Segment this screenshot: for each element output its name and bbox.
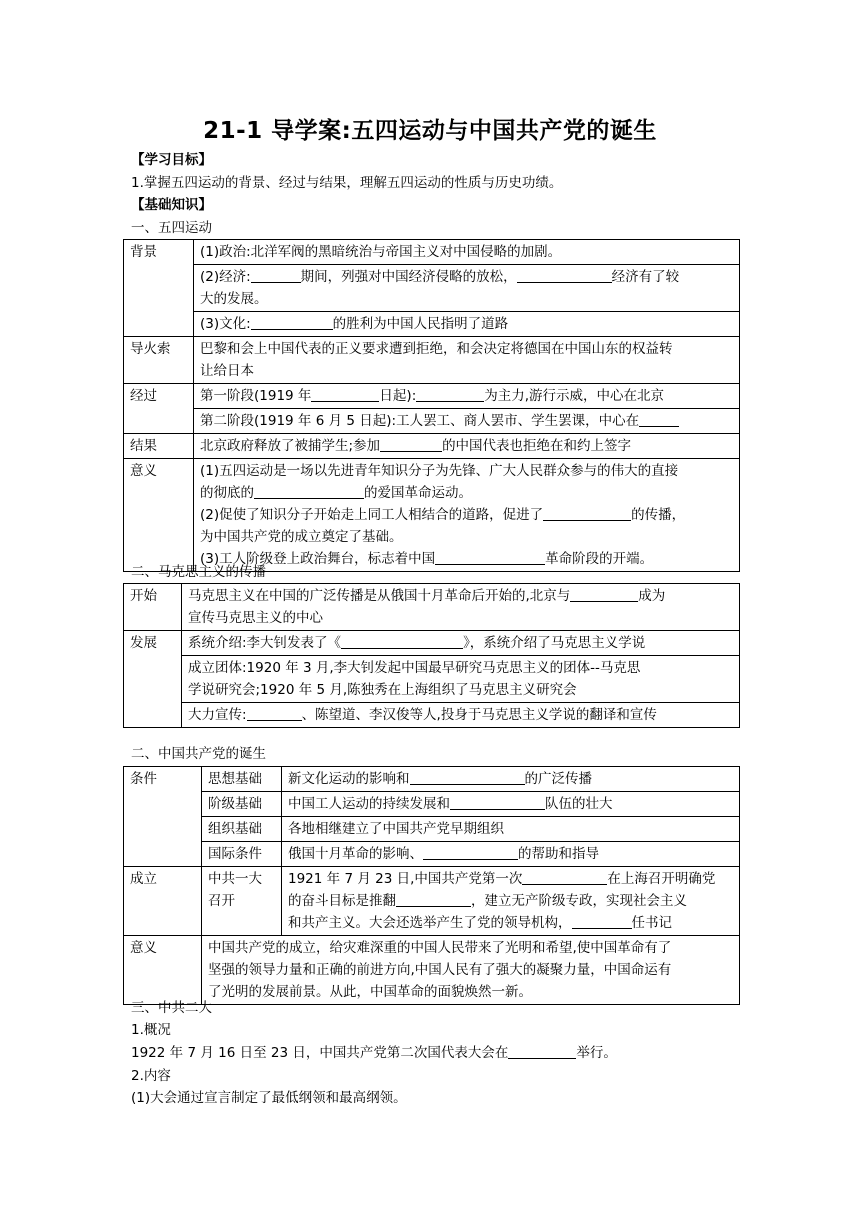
blank-field[interactable] [416,386,484,402]
table-row [124,936,740,1005]
row-label: 经过 [124,384,194,434]
table-cell: (2)经济: 期间，列强对中国经济侵略的放松， 经济有了较 大的发展。 [194,265,740,312]
table-row [124,584,740,631]
table-row [124,240,740,265]
table-cell: 1921 年 7 月 23 日,中国共产党第一次 在上海召开明确党 的奋斗目标是推翻 ，建立无产阶级专政，实现社会主义 和共产主义。大会还选举产生了党的领导机构， 任书记 [282,867,740,936]
row-label: 导火索 [124,337,194,384]
table-row [124,265,740,312]
blank-field[interactable] [423,844,518,860]
row-label: 成立 [124,867,202,936]
blank-field[interactable] [341,633,463,649]
blank-field[interactable] [396,891,471,907]
table-row [124,384,740,409]
subheading-content: 2.内容 [131,1068,171,1084]
table-cell: 北京政府释放了被捕学生;参加 的中国代表也拒绝在和约上签字 [194,434,740,459]
table-row [124,792,740,817]
blank-field[interactable] [435,549,545,565]
table-row [124,434,740,459]
blank-field[interactable] [517,267,612,283]
cpc-founding-table [123,766,740,1005]
table-cell: 马克思主义在中国的广泛传播是从俄国十月革命后开始的,北京与 成为 宣传马克思主义的中心 [182,584,740,631]
sub-label: 国际条件 [202,842,282,867]
sub-label: 组织基础 [202,817,282,842]
may-fourth-table [123,239,740,572]
blank-field[interactable] [508,1043,576,1059]
section-heading-marxism: 二、马克思主义的传播 [131,564,266,580]
blank-field[interactable] [251,314,333,330]
blank-field[interactable] [639,411,679,427]
row-label: 背景 [124,240,194,337]
row-label: 发展 [124,631,182,728]
table-cell: 新文化运动的影响和 的广泛传播 [282,767,740,792]
row-label: 结果 [124,434,194,459]
table-cell: (1)政治:北洋军阀的黑暗统治与帝国主义对中国侵略的加剧。 [194,240,740,265]
table-cell: 俄国十月革命的影响、 的帮助和指导 [282,842,740,867]
row-label: 条件 [124,767,202,867]
blank-field[interactable] [572,913,632,929]
sub-label: 阶级基础 [202,792,282,817]
blank-field[interactable] [311,386,379,402]
page-title: 21-1 导学案:五四运动与中国共产党的诞生 [203,118,657,144]
goals-heading: 【学习目标】 [131,152,212,168]
blank-field[interactable] [380,436,442,452]
table-cell: 中国共产党的成立，给灾难深重的中国人民带来了光明和希望,使中国革命有了 坚强的领导力量和正确的前进方向,中国人民有了强大的凝聚力量，中国命运有 了光明的发展前景。从此，中国革命的面貌焕然一新。 [202,936,740,1005]
section-heading-cpc: 二、中国共产党的诞生 [131,746,266,762]
table-row [124,656,740,703]
sub-label: 中共一大 召开 [202,867,282,936]
table-row [124,312,740,337]
basics-heading: 【基础知识】 [131,197,212,213]
blank-field[interactable] [247,705,302,721]
table-cell: 中国工人运动的持续发展和 队伍的壮大 [282,792,740,817]
section-heading-second-congress: 三、中共二大 [131,1000,212,1016]
blank-field[interactable] [543,505,631,521]
blank-field[interactable] [410,769,525,785]
table-cell: 大力宣传: 、陈望道、李汉俊等人,投身于马克思主义学说的翻译和宣传 [182,703,740,728]
row-label: 意义 [124,936,202,1005]
blank-field[interactable] [570,586,638,602]
table-row [124,842,740,867]
table-row [124,409,740,434]
table-cell: 第二阶段(1919 年 6 月 5 日起):工人罢工、商人罢市、学生罢课，中心在 [194,409,740,434]
table-row [124,703,740,728]
table-row [124,337,740,384]
row-label: 开始 [124,584,182,631]
table-cell: (1)五四运动是一场以先进青年知识分子为先锋、广大人民群众参与的伟大的直接 的彻底的 的爱国革命运动。 (2)促使了知识分子开始走上同工人相结合的道路，促进了 的传播， 为中国共产党的成立奠定了基础。 (3)工人阶级登上政治舞台，标志着中国 革命阶段的开端。 [194,459,740,572]
row-label: 意义 [124,459,194,572]
table-row [124,459,740,572]
subheading-overview: 1.概况 [131,1022,171,1038]
goal-text: 1.掌握五四运动的背景、经过与结果，理解五四运动的性质与历史功绩。 [131,175,563,191]
blank-field[interactable] [450,794,545,810]
marxism-table [123,583,740,728]
overview-text: 1922 年 7 月 16 日至 23 日，中国共产党第二次国代表大会在 举行。 [131,1045,617,1061]
blank-field[interactable] [522,869,607,885]
section-heading-may-fourth: 一、五四运动 [131,220,212,236]
table-row [124,817,740,842]
table-row [124,631,740,656]
blank-field[interactable] [254,483,364,499]
table-row [124,867,740,936]
table-cell: 第一阶段(1919 年 日起): 为主力,游行示威，中心在北京 [194,384,740,409]
table-cell: 巴黎和会上中国代表的正义要求遭到拒绝，和会决定将德国在中国山东的权益转 让给日本 [194,337,740,384]
table-cell: 系统介绍:李大钊发表了《 》，系统介绍了马克思主义学说 [182,631,740,656]
table-cell: 各地相继建立了中国共产党早期组织 [282,817,740,842]
sub-label: 思想基础 [202,767,282,792]
table-row [124,767,740,792]
content-text: (1)大会通过宣言制定了最低纲领和最高纲领。 [131,1090,407,1106]
blank-field[interactable] [251,267,301,283]
table-cell: (3)文化: 的胜利为中国人民指明了道路 [194,312,740,337]
table-cell: 成立团体:1920 年 3 月,李大钊发起中国最早研究马克思主义的团体--马克思 学说研究会;1920 年 5 月,陈独秀在上海组织了马克思主义研究会 [182,656,740,703]
